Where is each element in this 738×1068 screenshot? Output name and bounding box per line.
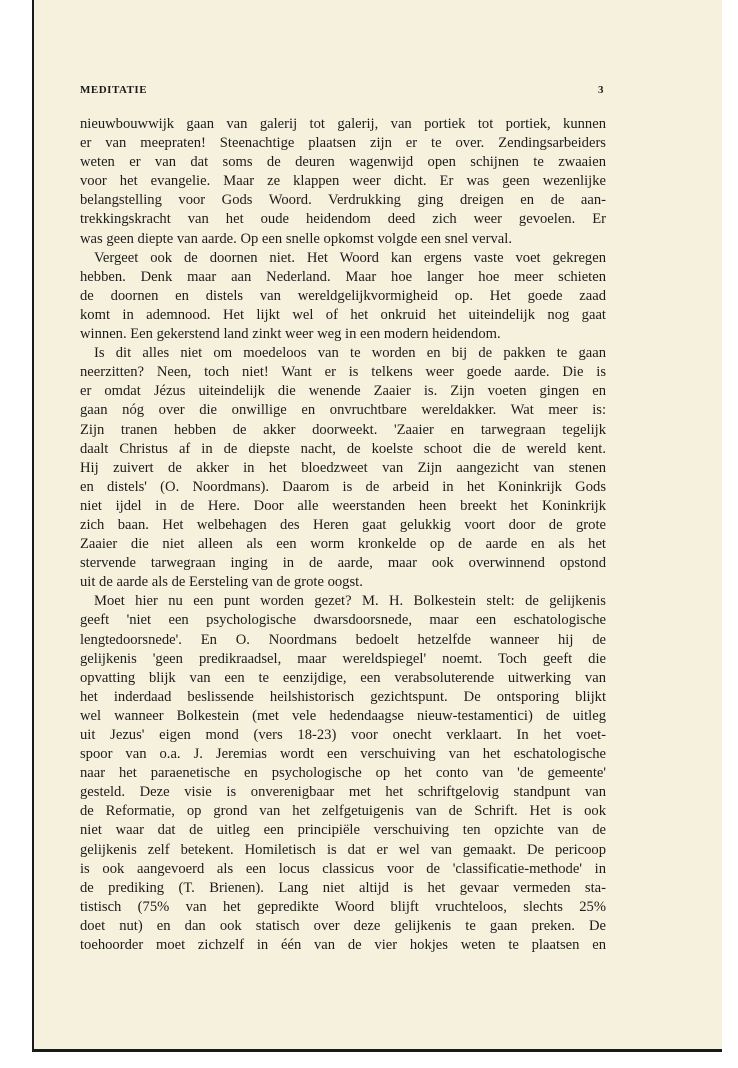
text-line: uit Jezus' eigen mond (vers 18-23) voor onecht verklaart. In het voet- (80, 727, 606, 743)
text-line: opvatting blijk van een te eenzijdige, een verabsoluterende uitwerking van (80, 669, 606, 686)
text-line: trekkingskracht van het oude heidendom deed zich weer gevoelen. Er (80, 211, 606, 228)
text-line: er omdat Jézus uiteindelijk die wenende Zaaier is. Zijn voeten gingen en (80, 383, 606, 400)
text-line: het inderdaad beslissende heilshistorisch gezichtspunt. De ontsporing blijkt (80, 688, 606, 705)
text-line: uit de aarde als de Eersteling van de grote oogst. (80, 574, 363, 591)
text-line: wel wanneer Bolkestein (met vele hedendaagse nieuw-testamentici) de uitleg (80, 707, 606, 724)
text-line: stervende tarwegraan inging in de aarde, maar ook overwinnend opstond (80, 555, 606, 572)
page-number: 3 (598, 84, 604, 96)
text-line: doet nut) en dan ook statisch over deze gelijkenis te gaan preken. De (80, 917, 606, 934)
text-line: belangstelling voor Gods Woord. Verdrukking ging dreigen en de aan- (80, 192, 606, 209)
text-line: Is dit alles niet om moedeloos van te worden en bij de pakken te gaan (94, 345, 606, 362)
text-line: geeft 'niet een psychologische dwarsdoorsnede, maar een eschatologische (80, 612, 606, 629)
text-line: was geen diepte van aarde. Op een snelle opkomst volgde een snel verval. (80, 230, 512, 247)
text-line: gaan nóg over die onwillige en onvruchtbare wereldakker. Wat meer is: (80, 402, 606, 419)
text-line: niet waar dat de uitleg een principiële verschuiving ten opzichte van de (80, 822, 606, 839)
text-line: gesteld. Deze visie is onverenigbaar met het schriftgelovig standpunt van (80, 784, 606, 801)
text-line: zich baan. Het welbehagen des Heren gaat gelukkig voort door de grote (80, 516, 606, 533)
book-page (32, 0, 722, 1052)
text-line: en distels' (O. Noordmans). Daarom is de arbeid in het Koninkrijk Gods (80, 478, 606, 495)
text-line: voor het evangelie. Maar ze klappen weer dicht. Er was geen wezenlijke (80, 173, 606, 190)
text-line: spoor van o.a. J. Jeremias wordt een verschuiving van het eschatologische (80, 746, 606, 763)
text-line: daalt Christus af in de diepste nacht, de koelste schoot die de wereld kent. (80, 440, 606, 457)
text-line: komt in ademnood. Het lijkt wel of het onkruid het uiteindelijk nog gaat (80, 306, 606, 323)
text-line: naar het paraenetische en psychologische op het conto van 'de gemeente' (80, 765, 606, 782)
text-line: gelijkenis zelf betekent. Homiletisch is dat er wel van gemaakt. De pericoop (80, 841, 606, 858)
body-text (80, 115, 606, 955)
text-line: gelijkenis 'geen predikraadsel, maar wereldspiegel' noemt. Toch geeft die (80, 650, 606, 667)
text-line: toehoorder moet zichzelf in één van de vier hokjes weten te plaatsen en (80, 937, 606, 954)
text-line: hebben. Denk maar aan Nederland. Maar hoe langer hoe meer schieten (80, 268, 606, 285)
text-line: Hij zuivert de akker in het bloedzweet van Zijn aangezicht van stenen (80, 459, 606, 476)
text-line: Zijn tranen hebben de akker doorweekt. 'Zaaier en tarwegraan tegelijk (80, 421, 606, 438)
running-header (80, 84, 604, 100)
text-line: weten er van dat soms de deuren wagenwijd open schijnen te zwaaien (80, 154, 606, 171)
text-line: de Reformatie, op grond van het zelfgetuigenis van de Schrift. Het is ook (80, 803, 606, 820)
text-line: is ook aangevoerd als een locus classicus voor de 'classificatie-methode' in (80, 860, 606, 877)
text-line: Zaaier die niet alleen als een worm kronkelde op de aarde en als het (80, 536, 606, 553)
text-line: de doornen en distels van wereldgelijkvormigheid op. Het goede zaad (80, 287, 606, 304)
text-line: neerzitten? Neen, toch niet! Want er is telkens weer goede aarde. Die is (80, 364, 606, 381)
text-line: nieuwbouwwijk gaan van galerij tot galerij, van portiek tot portiek, kunnen (80, 116, 606, 132)
text-line: lengtedoorsnede'. En O. Noordmans bedoelt hetzelfde wanneer hij de (80, 631, 606, 648)
text-line: Vergeet ook de doornen niet. Het Woord kan ergens vaste voet gekregen (94, 249, 606, 266)
text-line: winnen. Een gekerstend land zinkt weer weg in een modern heidendom. (80, 326, 501, 343)
text-line: niet ijdel in de Here. Door alle weerstanden heen breekt het Koninkrijk (80, 497, 606, 514)
running-title: MEDITATIE (80, 84, 148, 96)
text-line: Moet hier nu een punt worden gezet? M. H. Bolkestein stelt: de gelijkenis (94, 593, 606, 610)
text-line: tistisch (75% van het gepredikte Woord blijft vruchteloos, slechts 25% (80, 898, 606, 915)
text-line: de prediking (T. Brienen). Lang niet altijd is het gevaar vermeden sta- (80, 879, 606, 896)
text-line: er van meepraten! Steenachtige plaatsen zijn er te over. Zendingsarbeiders (80, 135, 606, 152)
